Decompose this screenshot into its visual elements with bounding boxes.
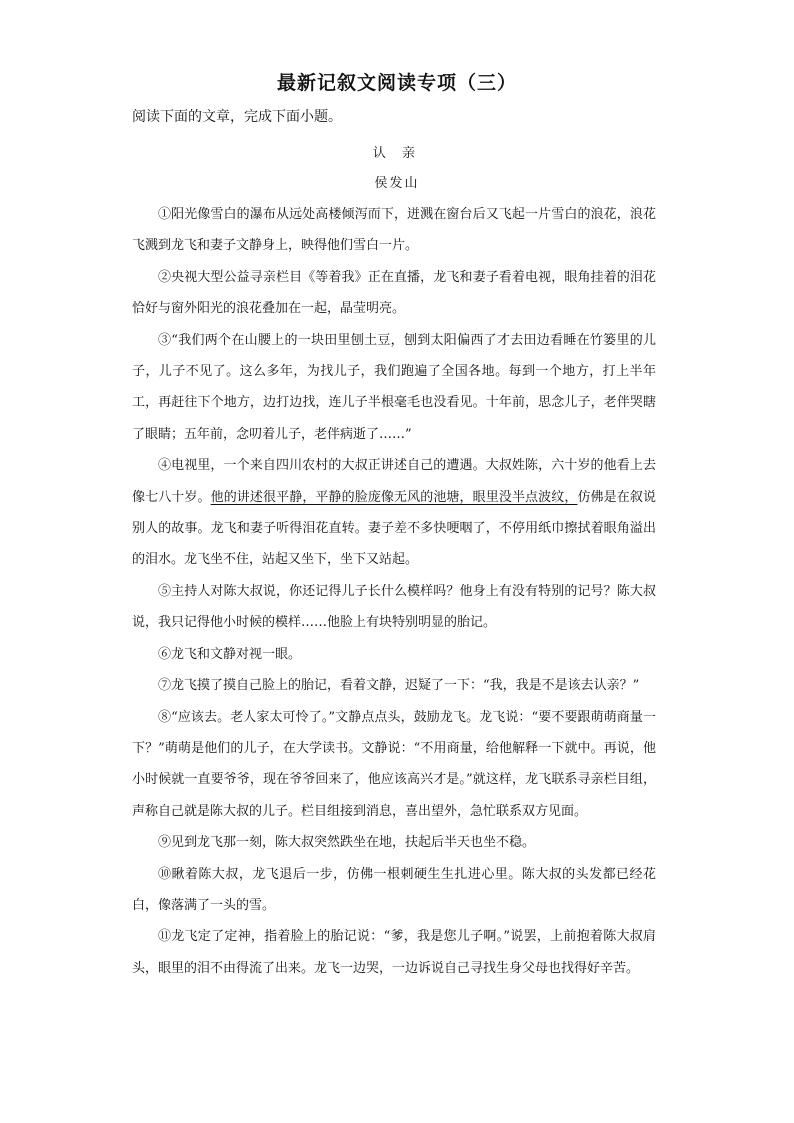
paragraph-7: ⑦龙飞摸了摸自己脸上的胎记，看着文静，迟疑了一下：“我，我是不是该去认亲？” [158,678,640,694]
paragraph-2: ②央视大型公益寻亲栏目《等着我》正在直播，龙飞和妻子看着电视，眼角挂着的泪花恰好与窗外阳光的浪花叠加在一起，晶莹明亮。 [132,269,656,317]
paragraph-1: ①阳光像雪白的瀑布从远处高楼倾泻而下，迸溅在窗台后又飞起一片雪白的浪花，浪花飞溅到龙飞和妻子文静身上，映得他们雪白一片。 [132,207,656,254]
paragraph-10: ⑩瞅着陈大叔，龙飞退后一步，仿佛一根刺硬生生扎进心里。陈大叔的头发都已经花白，像落满了一头的雪。 [132,866,656,913]
paragraph-3: ③“我们两个在山腰上的一块田里刨土豆，刨到太阳偏西了才去田边看睡在竹篓里的儿子，儿子不见了。这么多年，为找儿子，我们跑遍了全国各地。每到一个地方，打上半年工，再赶往下个地方，边打边找，连儿子半根毫毛也没看见。十年前，思念儿子，老伴哭瞎了眼睛；五年前，念叨着儿子，老伴病逝了……” [132,332,656,442]
paragraph-6: ⑥龙飞和文静对视一眼。 [158,646,302,662]
paragraph-8: ⑧“应该去。老人家太可怜了。”文静点点头，鼓励龙飞。龙飞说：“要不要跟萌萌商量一下？”萌萌是他们的儿子，在大学读书。文静说：“不用商量，给他解释一下就中。再说，他小时候就一直要爷爷，现在爷爷回来了，他应该高兴才是。”就这样，龙飞联系寻亲栏目组，声称自己就是陈大叔的儿子。栏目组接到消息，喜出望外，急忙联系双方见面。 [132,709,656,819]
essay-title: 认 亲 [372,146,422,161]
underlined-sentence: 他的讲述很平静，平静的脸庞像无风的池塘，眼里没半点波纹， [210,489,578,505]
essay-body [132,199,656,984]
instruction-text: 阅读下面的文章，完成下面小题。 [132,109,342,125]
essay-author: 侯发山 [374,176,420,191]
paragraph-9: ⑨见到龙飞那一刻，陈大叔突然跌坐在地，扶起后半天也坐不稳。 [158,835,536,851]
paragraph-4-lead: ④电视里，一个来自四川农村的大叔正讲述自己的遭遇。大叔姓陈，六十岁的他看上去像七八十岁。 [132,458,656,505]
paragraph-4-rest: 仿佛是在叙说别人的故事。龙飞和妻子听得泪花直转。妻子差不多快哽咽了，不停用纸巾擦拭着眼角溢出的泪水。龙飞坐不住，站起又坐下，坐下又站起。 [132,489,656,568]
paragraph-11: ⑪龙飞定了定神，指着脸上的胎记说：“爹，我是您儿子啊。”说罢，上前抱着陈大叔肩头，眼里的泪不由得流了出来。龙飞一边哭，一边诉说自己寻找生身父母也找得好辛苦。 [132,929,656,976]
paragraph-4 [132,450,656,576]
paragraph-5: ⑤主持人对陈大叔说，你还记得儿子长什么模样吗？他身上有没有特别的记号？陈大叔说，我只记得他小时候的模样……他脸上有块特别明显的胎记。 [132,583,656,631]
page-title: 最新记叙文阅读专项（三） [276,72,517,94]
